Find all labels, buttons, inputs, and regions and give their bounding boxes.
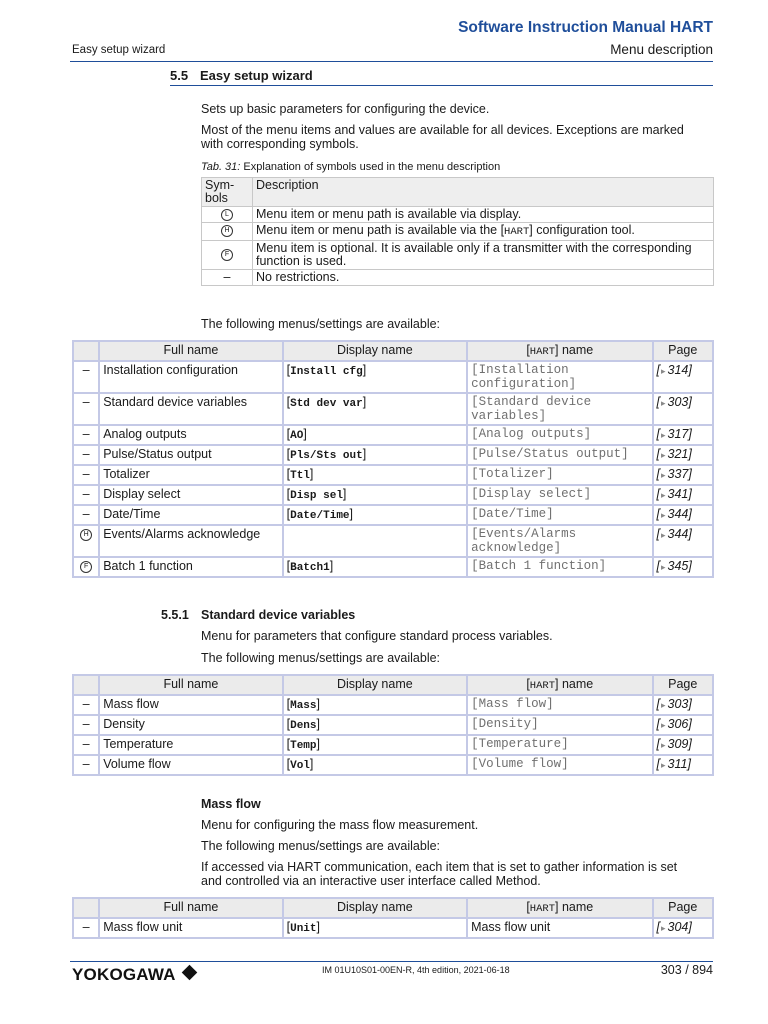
row-page-link[interactable] — [653, 695, 714, 715]
row-symbol: – — [73, 695, 99, 715]
arrow-icon: ▸ — [660, 923, 666, 933]
subsection-title: Standard device variables — [201, 608, 356, 622]
row-symbol: – — [73, 445, 99, 465]
page-number: 337] — [667, 467, 692, 481]
header-display-name: Display name — [283, 675, 467, 695]
arrow-icon: ▸ — [660, 740, 666, 750]
header-page: Page — [653, 675, 714, 695]
row-full-name: Mass flow unit — [99, 918, 282, 938]
header-page: Page — [653, 341, 714, 361]
subsection-number: 5.5.1 — [161, 608, 189, 622]
header-full-name: Full name — [99, 898, 282, 918]
table-row — [73, 525, 713, 557]
header-hart-name — [467, 898, 652, 918]
page-bracket: [ — [656, 717, 660, 731]
arrow-icon: ▸ — [660, 562, 666, 572]
arrow-icon: ▸ — [660, 470, 666, 480]
page-number: 321] — [667, 447, 692, 461]
row-page-link[interactable] — [653, 425, 714, 445]
row-page-link[interactable] — [653, 485, 714, 505]
arrow-icon: ▸ — [660, 490, 666, 500]
table-row — [73, 918, 713, 938]
row-page-link[interactable] — [653, 525, 714, 557]
table-header-row — [73, 675, 713, 695]
header-display-name: Display name — [283, 898, 467, 918]
desc-text: Menu item is optional. It is available only if a transmitter with the corresponding — [256, 241, 692, 255]
row-symbol: – — [73, 755, 99, 775]
hart-text: [Installation — [471, 363, 569, 377]
page-bracket: [ — [656, 467, 660, 481]
desc-text: Menu item or menu path is available via the [ — [256, 223, 505, 237]
row-full-name: Density — [99, 715, 282, 735]
arrow-icon: ▸ — [660, 530, 666, 540]
row-display-name: [Unit] — [283, 918, 467, 938]
document-id: IM 01U10S01-00EN-R, 4th edition, 2021-06-18 — [322, 965, 510, 975]
row-page-link[interactable] — [653, 715, 714, 735]
symbol-cell — [202, 207, 253, 223]
page-number: 341] — [667, 487, 692, 501]
row-full-name: Installation configuration — [99, 361, 282, 393]
table-row — [73, 735, 713, 755]
header-text: bols — [205, 191, 228, 205]
page-number: 303] — [667, 697, 692, 711]
page-number: 304] — [667, 920, 692, 934]
row-full-name: Totalizer — [99, 465, 282, 485]
page-bracket: [ — [656, 737, 660, 751]
arrow-icon: ▸ — [660, 430, 666, 440]
display-code: Pls/Sts out — [290, 450, 363, 462]
page-number: 344] — [667, 527, 692, 541]
header-full-name: Full name — [99, 341, 282, 361]
row-page-link[interactable] — [653, 918, 714, 938]
intro-paragraph-2 — [201, 123, 684, 151]
row-hart-name: [Totalizer] — [467, 465, 652, 485]
desc-code: HART — [504, 226, 530, 238]
row-full-name: Standard device variables — [99, 393, 282, 425]
page-bracket: [ — [656, 920, 660, 934]
row-page-link[interactable] — [653, 505, 714, 525]
row-symbol: – — [73, 393, 99, 425]
display-symbol-icon: L — [221, 209, 233, 221]
table-row — [73, 425, 713, 445]
table-row — [73, 445, 713, 465]
row-hart-name: [Display select] — [467, 485, 652, 505]
header-symbol — [73, 898, 99, 918]
row-symbol — [73, 525, 99, 557]
row-display-name: [Dens] — [283, 715, 467, 735]
header-hart-name — [467, 675, 652, 695]
row-symbol: – — [73, 485, 99, 505]
header-symbol — [73, 341, 99, 361]
row-symbol: – — [73, 715, 99, 735]
row-display-name: [Temp] — [283, 735, 467, 755]
row-full-name: Batch 1 function — [99, 557, 282, 577]
section-number: 5.5 — [170, 68, 189, 83]
mass-flow-table — [72, 897, 714, 939]
table-header-row — [73, 898, 713, 918]
page-bracket: [ — [656, 363, 660, 377]
row-full-name: Mass flow — [99, 695, 282, 715]
display-code: Mass — [290, 700, 317, 712]
row-display-name: [AO] — [283, 425, 467, 445]
menu-table — [72, 340, 714, 578]
symbol-cell: – — [202, 270, 253, 286]
page-bracket: [ — [656, 559, 660, 573]
row-symbol: – — [73, 735, 99, 755]
table-header-row — [202, 178, 714, 207]
intro-line: Most of the menu items and values are available for all devices. Exceptions are marked — [201, 123, 684, 137]
desc-text: ] configuration tool. — [529, 223, 635, 237]
chapter-name: Easy setup wizard — [72, 44, 166, 56]
table-row — [73, 557, 713, 577]
row-symbol: – — [73, 361, 99, 393]
display-code: Temp — [290, 740, 317, 752]
row-page-link[interactable] — [653, 445, 714, 465]
header-page: Page — [653, 898, 714, 918]
subsection-description: Menu for parameters that configure standard process variables. — [201, 629, 553, 643]
row-symbol: – — [73, 505, 99, 525]
intro-line: with corresponding symbols. — [201, 137, 359, 151]
page-number: 306] — [667, 717, 692, 731]
row-full-name: Volume flow — [99, 755, 282, 775]
caption-label: Tab. 31: — [201, 161, 241, 173]
table-row — [73, 695, 713, 715]
mass-flow-hart-note — [201, 860, 677, 888]
hart-code: HART — [529, 346, 556, 358]
row-hart-name — [467, 525, 652, 557]
row-display-name: [Disp sel] — [283, 485, 467, 505]
hart-text: acknowledge] — [471, 541, 562, 555]
page-number: 344] — [667, 507, 692, 521]
hart-text: [Events/Alarms — [471, 527, 577, 541]
display-code: Vol — [290, 760, 310, 772]
row-display-name: [Install cfg] — [283, 361, 467, 393]
row-full-name: Date/Time — [99, 505, 282, 525]
table-row — [73, 715, 713, 735]
hart-bracket: [ — [526, 343, 530, 357]
table-row — [202, 270, 714, 286]
table-row — [202, 207, 714, 223]
desc-text: function is used. — [256, 254, 347, 268]
row-full-name: Events/Alarms acknowledge — [99, 525, 282, 557]
row-page-link[interactable] — [653, 465, 714, 485]
table-row — [73, 361, 713, 393]
page-number: 303] — [667, 395, 692, 409]
header-symbols — [202, 178, 253, 207]
logo-diamond-icon — [181, 965, 197, 981]
display-code: Dens — [290, 720, 317, 732]
table-row — [73, 465, 713, 485]
table-caption — [201, 161, 500, 173]
table-header-row — [73, 341, 713, 361]
hart-bracket: [ — [526, 900, 530, 914]
caption-text: Explanation of symbols used in the menu description — [240, 161, 501, 173]
page-number: 317] — [667, 427, 692, 441]
page-bracket: [ — [656, 427, 660, 441]
row-full-name: Analog outputs — [99, 425, 282, 445]
display-code: Disp sel — [290, 490, 343, 502]
row-hart-name: [Density] — [467, 715, 652, 735]
section-divider — [170, 85, 713, 86]
table-row — [202, 241, 714, 270]
table-row — [73, 755, 713, 775]
display-code: Batch1 — [290, 562, 330, 574]
hart-code: HART — [529, 680, 556, 692]
header-hart-name — [467, 341, 652, 361]
function-symbol-icon: F — [80, 561, 92, 573]
header-description: Description — [253, 178, 714, 207]
arrow-icon: ▸ — [660, 398, 666, 408]
page-bracket: [ — [656, 507, 660, 521]
page-number-footer: 303 / 894 — [660, 963, 713, 977]
display-code: Std dev var — [290, 398, 363, 410]
row-hart-name: [Batch 1 function] — [467, 557, 652, 577]
page-bracket: [ — [656, 527, 660, 541]
display-code: Install cfg — [290, 366, 363, 378]
arrow-icon: ▸ — [660, 760, 666, 770]
header-full-name: Full name — [99, 675, 282, 695]
row-display-name: [Mass] — [283, 695, 467, 715]
footer-divider — [70, 961, 713, 962]
row-hart-name — [467, 393, 652, 425]
mass-flow-available-text: The following menus/settings are available: — [201, 839, 441, 853]
row-page-link[interactable] — [653, 755, 714, 775]
row-symbol — [73, 557, 99, 577]
row-hart-name: [Analog outputs] — [467, 425, 652, 445]
page-number: 309] — [667, 737, 692, 751]
symbol-cell — [202, 241, 253, 270]
description-cell: Menu item or menu path is available via display. — [253, 207, 714, 223]
row-page-link[interactable] — [653, 393, 714, 425]
row-hart-name: [Date/Time] — [467, 505, 652, 525]
arrow-icon: ▸ — [660, 450, 666, 460]
table-row — [202, 223, 714, 241]
header-divider — [70, 61, 713, 62]
note-line: and controlled via an interactive user interface called Method. — [201, 874, 541, 888]
document-title: Software Instruction Manual HART — [458, 19, 713, 36]
page-number: 311] — [667, 757, 691, 771]
description-cell: No restrictions. — [253, 270, 714, 286]
hart-text: variables] — [471, 409, 547, 423]
display-code: Date/Time — [290, 510, 350, 522]
row-page-link[interactable] — [653, 361, 714, 393]
hart-text: [Standard device — [471, 395, 592, 409]
section-name: Menu description — [610, 42, 713, 57]
header-text: Sym- — [205, 178, 235, 192]
row-display-name: [Pls/Sts out] — [283, 445, 467, 465]
intro-paragraph-1: Sets up basic parameters for configuring the device. — [201, 102, 490, 116]
hart-code: HART — [529, 903, 556, 915]
note-line: If accessed via HART communication, each item that is set to gather information is set — [201, 860, 678, 874]
mass-flow-heading: Mass flow — [201, 797, 261, 811]
row-symbol: – — [73, 425, 99, 445]
row-display-name: [Vol] — [283, 755, 467, 775]
row-symbol: – — [73, 918, 99, 938]
function-symbol-icon: F — [221, 249, 233, 261]
page-bracket: [ — [656, 757, 660, 771]
page-bracket: [ — [656, 395, 660, 409]
section-title: Easy setup wizard — [200, 68, 313, 83]
symbol-table — [201, 177, 714, 286]
hart-suffix: ] name — [555, 900, 594, 914]
description-cell — [253, 241, 714, 270]
row-display-name: [Std dev var] — [283, 393, 467, 425]
section-heading — [170, 68, 313, 83]
arrow-icon: ▸ — [660, 700, 666, 710]
table-row — [73, 505, 713, 525]
row-symbol: – — [73, 465, 99, 485]
row-display-name: [Batch1] — [283, 557, 467, 577]
row-page-link[interactable] — [653, 735, 714, 755]
row-page-link[interactable] — [653, 557, 714, 577]
row-hart-name: [Pulse/Status output] — [467, 445, 652, 465]
hart-suffix: ] name — [555, 677, 594, 691]
page-number: 314] — [667, 363, 692, 377]
hart-symbol-icon: H — [221, 225, 233, 237]
mass-flow-description: Menu for configuring the mass flow measurement. — [201, 818, 479, 832]
display-code: Unit — [290, 923, 317, 935]
arrow-icon: ▸ — [660, 510, 666, 520]
row-display-name: [Date/Time] — [283, 505, 467, 525]
row-hart-name: Mass flow unit — [467, 918, 652, 938]
page-bracket: [ — [656, 487, 660, 501]
header-symbol — [73, 675, 99, 695]
page-bracket: [ — [656, 447, 660, 461]
logo-text: YOKOGAWA — [72, 965, 176, 984]
display-code: AO — [290, 430, 304, 442]
table-row — [73, 485, 713, 505]
standard-variables-table — [72, 674, 714, 776]
row-full-name: Pulse/Status output — [99, 445, 282, 465]
subsection-heading — [161, 608, 355, 622]
row-display-name — [283, 525, 467, 557]
row-hart-name: [Volume flow] — [467, 755, 652, 775]
row-display-name: [Ttl] — [283, 465, 467, 485]
display-code: Ttl — [290, 470, 310, 482]
row-hart-name: [Mass flow] — [467, 695, 652, 715]
hart-text: configuration] — [471, 377, 577, 391]
page-bracket: [ — [656, 697, 660, 711]
menus-available-text: The following menus/settings are available: — [201, 317, 441, 331]
subsection-available-text: The following menus/settings are available: — [201, 651, 441, 665]
hart-bracket: [ — [526, 677, 530, 691]
row-hart-name: [Temperature] — [467, 735, 652, 755]
row-full-name: Display select — [99, 485, 282, 505]
hart-suffix: ] name — [555, 343, 594, 357]
row-hart-name — [467, 361, 652, 393]
row-full-name: Temperature — [99, 735, 282, 755]
hart-symbol-icon: H — [80, 529, 92, 541]
symbol-cell — [202, 223, 253, 241]
yokogawa-logo — [72, 965, 195, 985]
header-display-name: Display name — [283, 341, 467, 361]
page-number: 345] — [667, 559, 692, 573]
arrow-icon: ▸ — [660, 366, 666, 376]
arrow-icon: ▸ — [660, 720, 666, 730]
table-row — [73, 393, 713, 425]
description-cell — [253, 223, 714, 241]
